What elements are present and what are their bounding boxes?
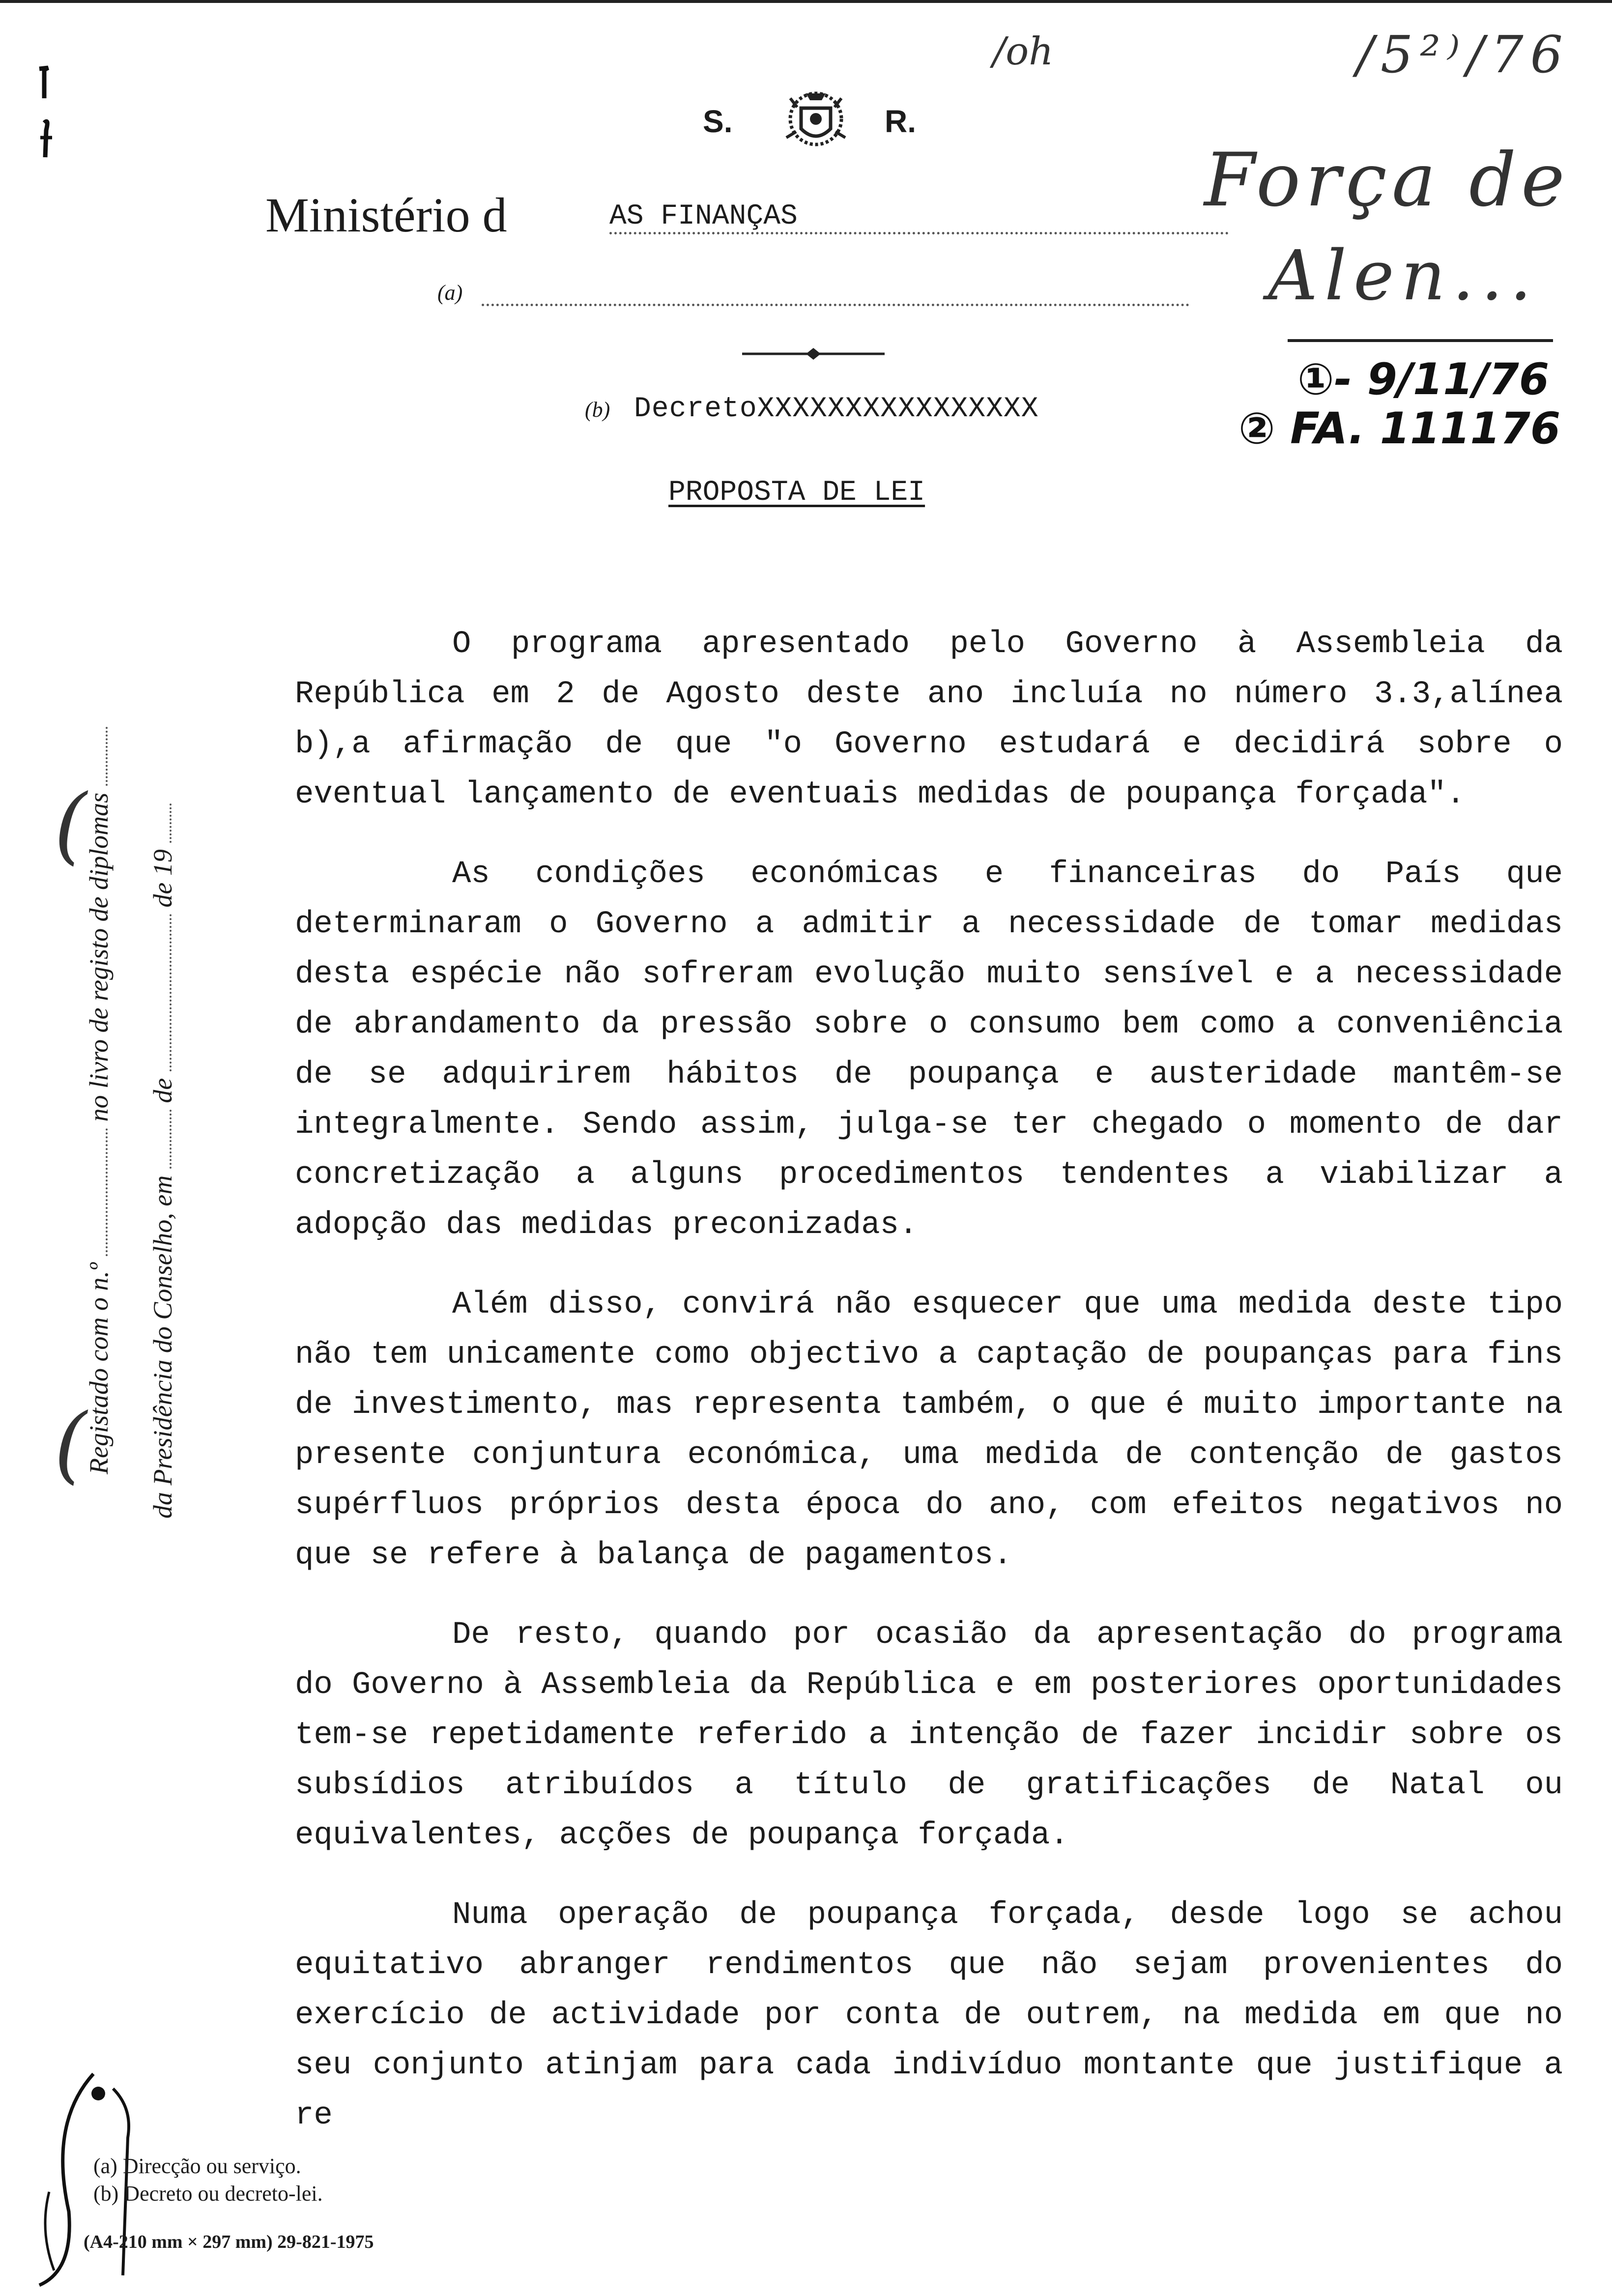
document-title: PROPOSTA DE LEI <box>668 477 925 509</box>
header-r: R. <box>885 104 916 139</box>
handwritten-reference-top: /oh <box>993 29 1054 74</box>
handwritten-code-2: ② FA. 111176 <box>1238 403 1561 454</box>
handwritten-code-1: ①- 9/11/76 <box>1297 354 1550 404</box>
margin-presidency-dots-2 <box>170 914 172 1071</box>
margin-bracket-bottom: ( <box>54 1396 87 1493</box>
department-label: (a) <box>437 281 463 305</box>
republic-header <box>703 84 949 152</box>
paragraph <box>295 849 1563 1250</box>
margin-presidency-dots-1 <box>170 1110 172 1169</box>
handwritten-underline <box>1288 339 1553 342</box>
handwritten-reference-number: /5²⁾/76 <box>1356 25 1570 85</box>
paragraph <box>295 1890 1563 2141</box>
margin-presidency-year: de 19 <box>148 849 177 908</box>
ministry-label: Ministério d <box>265 188 507 242</box>
margin-presidency-de: de <box>148 1078 177 1103</box>
footnote-a: (a) Direcção ou serviço. <box>93 2154 301 2178</box>
print-code: (A4-210 mm × 297 mm) 29-821-1975 <box>84 2232 374 2252</box>
margin-register-line <box>84 590 114 1474</box>
margin-register-label: Registado com o n.º <box>84 1263 114 1474</box>
department-dotted-line <box>482 304 1189 306</box>
handwritten-title-line1: Força de <box>1204 138 1570 223</box>
document-body <box>295 619 1563 2170</box>
paragraph-text: De resto, quando por ocasião da apresentação do programa do Governo à Assembleia da República e em posteriores oportunidades tem-se repetidamente referido a intenção de fazer incidir sobre os subsídios atribuídos a título de gratificações de Natal ou equivalentes, acções de poupança forçada. <box>295 1617 1563 1853</box>
decree-value: DecretoXXXXXXXXXXXXXXXX <box>634 393 1039 425</box>
margin-presidency-dots-3 <box>170 804 172 843</box>
header-s: S. <box>703 104 733 139</box>
ministry-dotted-line <box>609 232 1229 234</box>
coat-of-arms-icon <box>767 84 865 157</box>
margin-register-book-label: no livro de registo de diplomas <box>84 792 114 1122</box>
paragraph <box>295 1280 1563 1580</box>
margin-presidency-label: da Presidência do Conselho, em <box>148 1175 177 1519</box>
paragraph-text: O programa apresentado pelo Governo à Assembleia da República em 2 de Agosto deste ano incluía no número 3.3,alínea b),a afirmação de que "o Governo estudará e decidirá sobre o eventual lançamento de eventuais medidas de poupança forçada". <box>295 627 1563 812</box>
paragraph <box>295 619 1563 820</box>
margin-presidency-line <box>147 595 178 1519</box>
decree-label: (b) <box>585 398 610 422</box>
ministry-line <box>265 187 1229 246</box>
paragraph-text: As condições económicas e financeiras do País que determinaram o Governo a admitir a necessidade de tomar medidas desta espécie não sofreram evolução muito sensível e a necessidade de abrandamento da pressão sobre o consumo bem como a conveniência de se adquirirem hábitos de poupança e austeridade mantêm-se integralmente. Sendo assim, julga-se ter chegado o momento de dar concretização a alguns procedimentos tendentes a viabilizar a adopção das medidas preconizadas. <box>295 857 1563 1243</box>
department-line <box>437 275 1189 315</box>
footnote-b: (b) Decreto ou decreto-lei. <box>93 2181 323 2206</box>
paragraph <box>295 1610 1563 1861</box>
margin-bracket-top: ( <box>54 776 87 874</box>
top-border <box>0 0 1612 3</box>
margin-register-dots-end <box>106 727 108 786</box>
decree-line <box>585 388 1057 432</box>
divider-ornament <box>742 339 885 369</box>
margin-register-dots <box>106 1128 108 1256</box>
footnotes <box>93 2152 323 2208</box>
paragraph-text: Além disso, convirá não esquecer que uma medida deste tipo não tem unicamente como objectivo a captação de poupanças para fins de investimento, mas representa também, o que é muito importante na presente conjuntura económica, uma medida de contenção de gastos supérfluos próprios desta época do ano, com efeitos negativos no que se refere à balança de pagamentos. <box>295 1287 1563 1573</box>
ministry-value: AS FINANÇAS <box>609 201 798 232</box>
paragraph-text: Numa operação de poupança forçada, desde logo se achou equitativo abranger rendimentos que não sejam provenientes do exercício de actividade por conta de outrem, na medida em que no seu conjunto atinjam para cada indivíduo montante que justifique a re <box>295 1897 1563 2133</box>
handwritten-mark <box>29 64 59 162</box>
handwritten-title-line2: Alen... <box>1268 236 1539 316</box>
